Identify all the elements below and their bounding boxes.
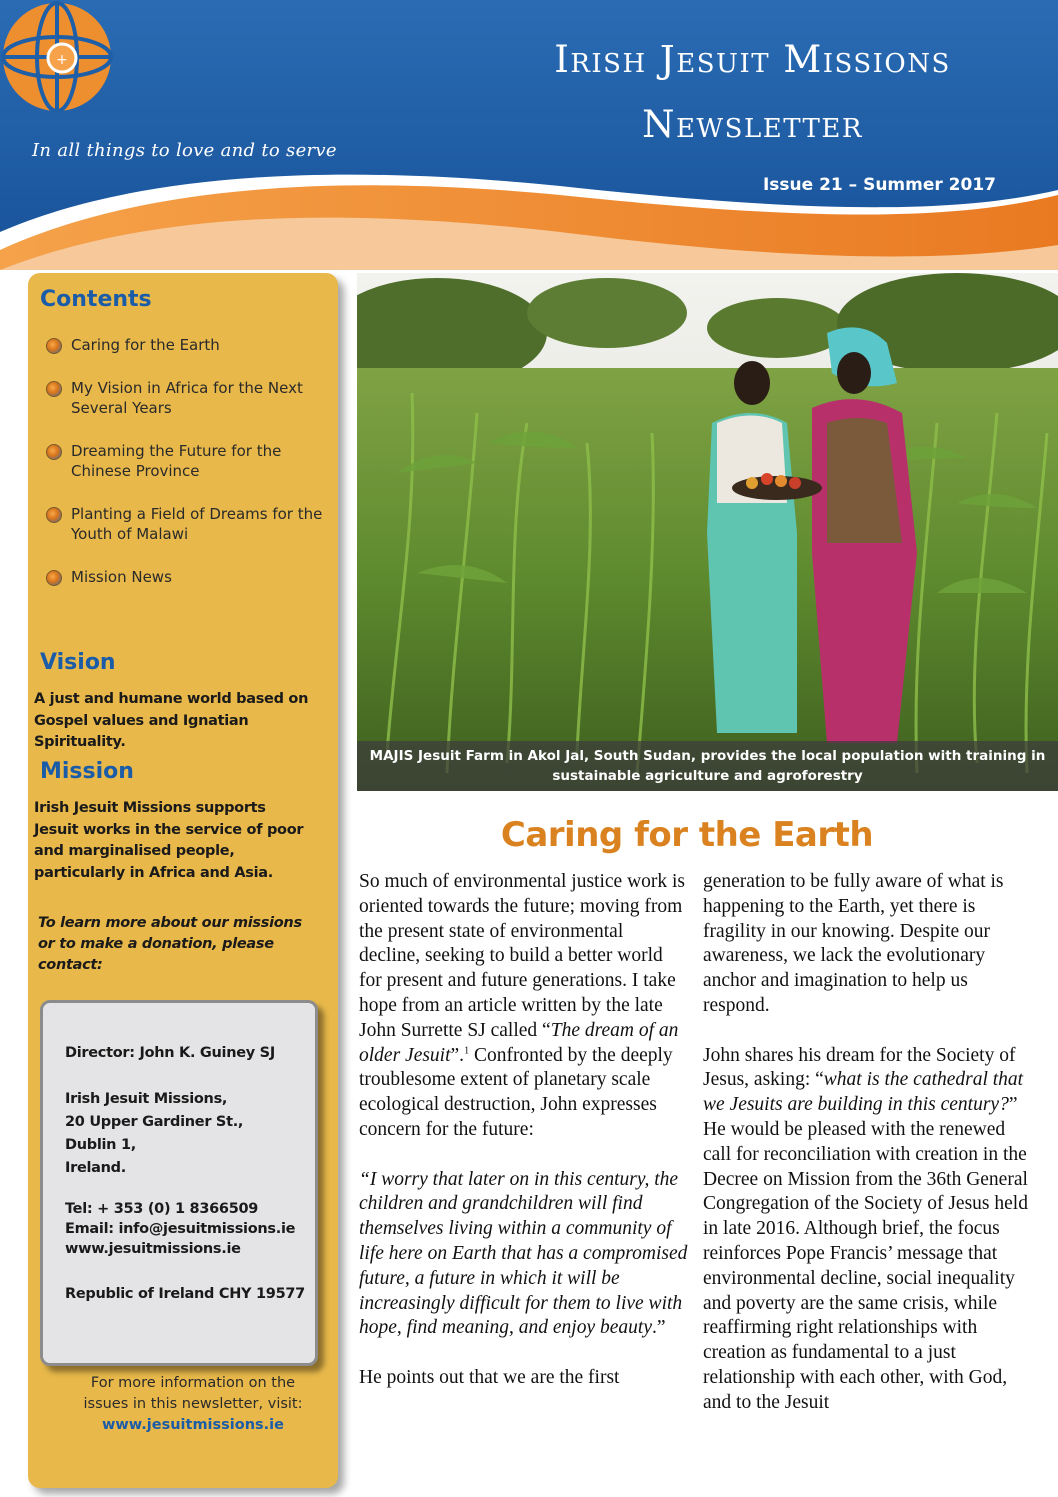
globe-bullet-icon: [46, 444, 62, 460]
article-paragraph: [703, 1044, 1033, 1416]
more-info-text: For more information on the issues in this newsletter, visit:: [83, 1375, 303, 1412]
globe-bullet-icon: [46, 381, 62, 397]
contents-item-label: Dreaming the Future for the Chinese Province: [71, 442, 282, 480]
article-paragraph: generation to be fully aware of what is happening to the Earth, yet there is fragility in our knowing. Despite our awareness, we lack the evolutionary anchor and imagination to help us respond.: [703, 871, 1004, 1016]
more-info: [68, 1373, 318, 1436]
mission-text: Irish Jesuit Missions supports Jesuit works in the service of poor and marginalised people, particularly in Africa and Asia.: [34, 800, 304, 881]
globe-bullet-icon: [46, 338, 62, 354]
newsletter-title: Irish Jesuit Missions: [554, 38, 951, 81]
tagline: In all things to love and to serve: [32, 140, 337, 161]
contents-heading: Contents: [40, 287, 152, 312]
quote-text: “I worry that later on in this century, the children and grandchildren will find themselves living within a community of life here on Earth that has a compromised future, a future in which it will be increasingly difficult for them to live with hope, find meaning, and enjoy beauty: [359, 1168, 688, 1339]
address-line: Irish Jesuit Missions,: [65, 1091, 228, 1107]
article-column-1: [359, 870, 689, 1416]
article-paragraph: [359, 870, 689, 1143]
sidebar: [28, 273, 338, 1488]
text-run: So much of environmental justice work is oriented towards the future; moving from the present state of environmental decline, seeking to build a better world for present and future generations. I take hope from an article written by the late John Surrette SJ called “: [359, 871, 686, 1041]
contents-item-label: My Vision in Africa for the Next Several Years: [71, 379, 303, 417]
newsletter-subtitle: Newsletter: [642, 103, 863, 146]
address-line: Dublin 1,: [65, 1137, 136, 1153]
farm-photo-image: [357, 273, 1058, 791]
more-info-link[interactable]: www.jesuitmissions.ie: [102, 1417, 284, 1433]
phone: Tel: + 353 (0) 1 8366509: [65, 1201, 259, 1217]
globe-bullet-icon: [46, 507, 62, 523]
contents-item-label: Mission News: [71, 568, 172, 586]
vision-text: A just and humane world based on Gospel values and Ignatian Spirituality.: [34, 691, 309, 750]
text-run: ” He would be pleased with the renewed call for reconciliation with creation in the Decree on Mission from the 36th General Congregation of the Society of Jesus held in late 2016. Although brief, the focus reinforces Pope Francis’ message that environmental decline, social inequality and poverty are the same crisis, while reaffirming right relationships with creation as fundamental to a just relationship with each other, with God, and to the Jesuit: [703, 1094, 1028, 1413]
photo-caption: MAJIS Jesuit Farm in Akol Jal, South Sudan, provides the local population with training in sustainable agriculture and agroforestry: [357, 741, 1058, 791]
text-run: John shares his dream for the Society of Jesus, asking: “: [703, 1044, 1016, 1091]
svg-text:+: +: [56, 52, 68, 68]
address-line: 20 Upper Gardiner St.,: [65, 1114, 244, 1130]
director: Director: John K. Guiney SJ: [65, 1045, 275, 1061]
charity-number: Republic of Ireland CHY 19577: [65, 1286, 305, 1302]
contents-item[interactable]: [43, 335, 328, 355]
contents-item-label: Planting a Field of Dreams for the Youth of Malawi: [71, 505, 323, 543]
vision-heading: Vision: [40, 650, 116, 675]
article-quote: [359, 1168, 689, 1342]
contents-list: [43, 335, 328, 610]
issue-label: Issue 21 – Summer 2017: [762, 175, 996, 195]
text-run: .”: [651, 1317, 666, 1339]
article-title: Caring for the Earth: [500, 815, 874, 855]
farm-photo: [357, 273, 1058, 791]
globe-logo-icon: [0, 0, 115, 115]
globe-bullet-icon: [46, 570, 62, 586]
contact-box: [40, 1000, 318, 1366]
newsletter-header: [0, 0, 1058, 270]
contents-item[interactable]: [43, 378, 328, 418]
mission-heading: Mission: [40, 759, 134, 784]
footnote-ref: 1: [464, 1045, 470, 1057]
contents-item[interactable]: [43, 504, 328, 544]
article-column-2: [703, 870, 1033, 1440]
contents-item[interactable]: [43, 441, 328, 481]
website[interactable]: www.jesuitmissions.ie: [65, 1241, 241, 1257]
learn-more-text: To learn more about our missions or to make a donation, please contact:: [38, 915, 302, 973]
text-run-italic: The dream of an older Jesuit: [359, 1019, 679, 1066]
address-line: Ireland.: [65, 1160, 126, 1176]
article-paragraph: He points out that we are the first: [359, 1366, 620, 1388]
text-run-italic: what is the cathedral that we Jesuits are building in this century?: [703, 1069, 1024, 1116]
contents-item-label: Caring for the Earth: [71, 336, 220, 354]
text-run: Confronted by the deeply troublesome extent of planetary scale ecological destruction, John expresses concern for the future:: [359, 1044, 673, 1140]
contents-item[interactable]: [43, 567, 328, 587]
email[interactable]: Email: info@jesuitmissions.ie: [65, 1221, 296, 1237]
text-run: ”.: [450, 1044, 465, 1066]
